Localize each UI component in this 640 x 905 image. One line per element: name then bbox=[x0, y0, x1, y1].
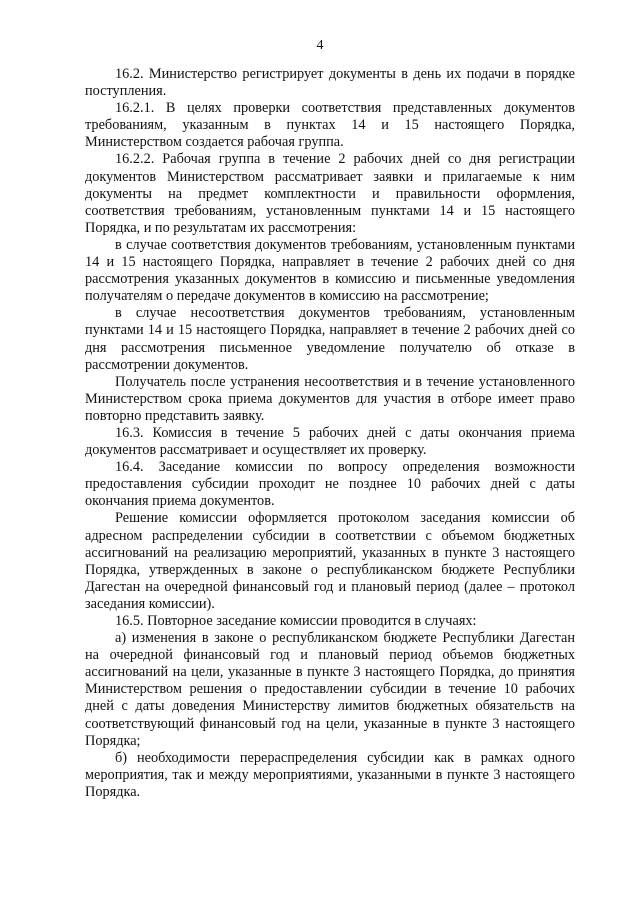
paragraph-item-b: б) необходимости перераспределения субсидии как в рамках одного мероприятия, так и между мероприятиями, указанными в пункте 3 настоящего Порядка. bbox=[85, 749, 575, 800]
paragraph-noncompliance-case: в случае несоответствия документов требованиям, установленным пунктами 14 и 15 настоящего Порядка, направляет в течение 2 рабочих дней со дня рассмотрения письменное уведомление получателю об отказе в рассмотрении документов. bbox=[85, 305, 575, 373]
paragraph-16-2: 16.2. Министерство регистрирует документы в день их подачи в порядке поступления. bbox=[85, 66, 575, 100]
paragraph-16-5: 16.5. Повторное заседание комиссии проводится в случаях: bbox=[115, 613, 477, 629]
document-body bbox=[85, 66, 575, 801]
paragraph-item-a: а) изменения в законе о республиканском бюджете Республики Дагестан на очередной финансовый год и плановый период объемов бюджетных ассигнований на цели, указанные в пункте 3 настоящего Порядка, до принятия Министерством решения о предоставлении субсидии в течение 10 рабочих дней с даты доведения Министерству лимитов бюджетных обязательств на соответствующий финансовый год на цели, указанные в пункте 3 настоящего Порядка; bbox=[85, 630, 575, 749]
paragraph-16-3: 16.3. Комиссия в течение 5 рабочих дней с даты окончания приема документов рассматривает и осуществляет их проверку. bbox=[85, 424, 575, 459]
paragraph-16-2-2: 16.2.2. Рабочая группа в течение 2 рабочих дней со дня регистрации документов Министерством рассматривает заявки и прилагаемые к ним документы на предмет комплектности и правильности оформления, соответствия требованиям, установленным пунктами 14 и 15 настоящего Порядка, и по результатам их рассмотрения: bbox=[85, 151, 575, 236]
paragraph-16-2-1: 16.2.1. В целях проверки соответствия представленных документов требованиям, указанным в пунктах 14 и 15 настоящего Порядка, Министерством создается рабочая группа. bbox=[85, 100, 575, 151]
paragraph-commission-decision: Решение комиссии оформляется протоколом заседания комиссии об адресном распределении субсидии в соответствии с объемом бюджетных ассигнований на реализацию мероприятий, указанных в пункте 3 настоящего Порядка, утвержденных в законе о республиканском бюджете Республики Дагестан на очередной финансовый год и плановый период (далее – протокол заседания комиссии). bbox=[85, 510, 575, 612]
page-number: 4 bbox=[316, 38, 324, 53]
paragraph-resubmission: Получатель после устранения несоответствия и в течение установленного Министерством срока приема документов для участия в отборе имеет право повторно представить заявку. bbox=[85, 373, 575, 424]
paragraph-compliance-case: в случае соответствия документов требованиям, установленным пунктами 14 и 15 настоящего Порядка, направляет в течение 2 рабочих дней со дня рассмотрения указанных документов в комиссию и письменные уведомления получателям о передаче документов в комиссию на рассмотрение; bbox=[85, 236, 575, 305]
paragraph-16-4: 16.4. Заседание комиссии по вопросу определения возможности предоставления субсидии проходит не позднее 10 рабочих дней с даты окончания приема документов. bbox=[85, 459, 575, 510]
